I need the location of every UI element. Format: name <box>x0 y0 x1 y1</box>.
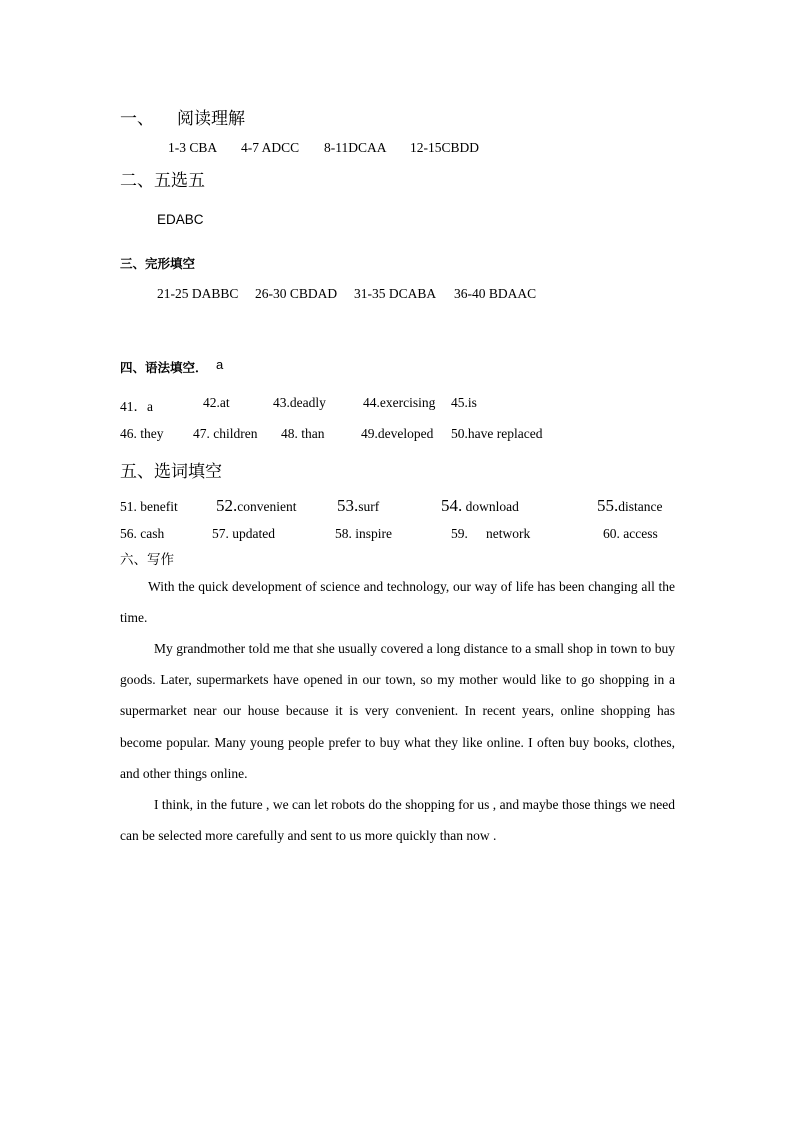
answer-52-number: 52. <box>216 496 238 515</box>
answer-group-36-40: 36-40 BDAAC <box>454 286 537 301</box>
answer-46: 46. they <box>120 426 164 441</box>
answer-group-31-35: 31-35 DCABA <box>354 286 437 301</box>
section-1-title: 阅读理解 <box>177 109 245 129</box>
answer-56: 56. cash <box>120 526 165 541</box>
answer-41: 41．a <box>120 399 153 414</box>
section-2-answer: EDABC <box>157 212 204 227</box>
section-6-title: 六、写作 <box>120 552 174 568</box>
answer-49: 49.developed <box>361 426 434 441</box>
answer-53-word: surf <box>358 499 380 514</box>
answer-group-3: 8-11DCAA <box>324 140 387 155</box>
answer-43: 43.deadly <box>273 395 326 410</box>
answer-group-1: 1-3 CBA <box>168 140 218 155</box>
section-2-title: 二、五选五 <box>120 171 205 191</box>
answer-59-word: network <box>486 526 531 541</box>
essay-paragraph-1: With the quick development of science and technology, our way of life has been changing all the time. <box>120 579 675 626</box>
answer-55 <box>597 496 662 516</box>
answer-group-26-30: 26-30 CBDAD <box>255 286 338 301</box>
answer-45: 45.is <box>451 395 477 410</box>
section-3-title: 三、完形填空 <box>120 256 196 271</box>
answer-42: 42.at <box>203 395 230 410</box>
answer-54-word: download <box>465 499 519 514</box>
answer-53 <box>337 496 379 516</box>
answer-54-number: 54. <box>441 496 463 515</box>
answer-47: 47. children <box>193 426 258 441</box>
section-4-title-suffix: a <box>216 357 224 372</box>
answer-50: 50.have replaced <box>451 426 543 441</box>
answer-51-number: 51. <box>120 499 137 514</box>
answer-55-number: 55. <box>597 496 619 515</box>
answer-group-2: 4-7 ADCC <box>241 140 300 155</box>
answer-44: 44.exercising <box>363 395 436 410</box>
answer-51 <box>120 499 178 515</box>
answer-51-word: benefit <box>140 499 178 514</box>
answer-48: 48. than <box>281 426 325 441</box>
section-4-title: 四、语法填空． <box>120 360 208 375</box>
section-5-title: 五、选词填空 <box>120 462 222 482</box>
section-1-number: 一、 <box>120 109 154 129</box>
answer-57: 57. updated <box>212 526 275 541</box>
answer-52-word: convenient <box>237 499 297 514</box>
answer-59-number: 59. <box>451 526 468 541</box>
essay-paragraph-3: I think, in the future , we can let robots do the shopping for us , and maybe those things we need can be selected more carefully and sent to us more quickly than now . <box>120 797 675 844</box>
answer-group-4: 12-15CBDD <box>410 140 480 155</box>
answer-group-21-25: 21-25 DABBC <box>157 286 239 301</box>
answer-52 <box>216 496 296 516</box>
essay-paragraph-2: My grandmother told me that she usually covered a long distance to a small shop in town to buy goods. Later, supermarkets have opened in our town, so my mother would like to go shopping in a supermarket near our house because it is very convenient. In recent years, online shopping has become popular. Many young people prefer to buy what they like online. I often buy books, clothes, and other things online. <box>120 641 675 781</box>
answer-54 <box>441 496 519 516</box>
answer-60: 60. access <box>603 526 658 541</box>
answer-55-word: distance <box>618 499 663 514</box>
answer-58: 58. inspire <box>335 526 392 541</box>
answer-53-number: 53. <box>337 496 359 515</box>
